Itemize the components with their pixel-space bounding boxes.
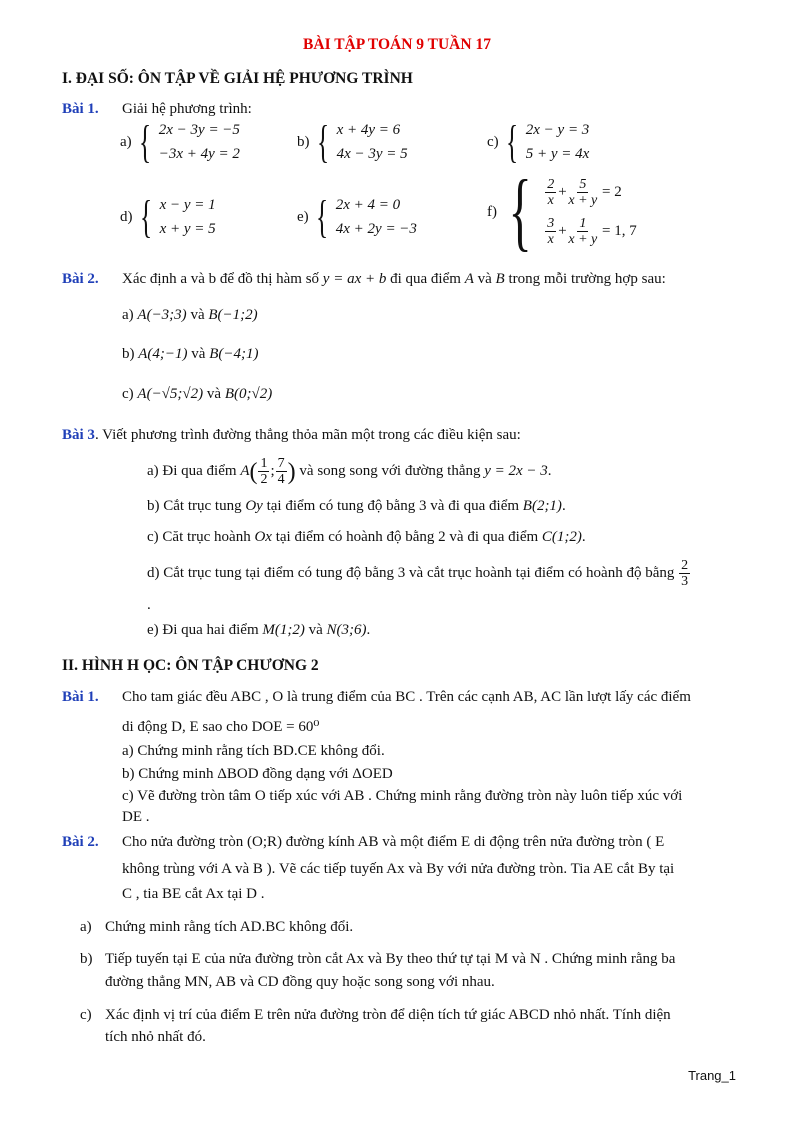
h2-line1: Cho nửa đường tròn (O;R) đường kính AB và một điểm E di động trên nửa đường tròn ( E — [122, 834, 665, 850]
b2-label: Bài 2. — [62, 271, 99, 287]
b3-a: a) Đi qua điểm A ( $\frac{1}{2}$ ; $\frac{7}{4}$ ) và song song với đường thẳng y = 2x − 3 . — [147, 456, 552, 487]
h1-c1: c) Vẽ đường tròn tâm O tiếp xúc với AB . Chứng minh rằng đường tròn này luôn tiếp xúc với — [122, 788, 683, 804]
b1-label: Bài 1. — [62, 101, 99, 117]
h2-line2: không trùng với A và B ). Vẽ các tiếp tuyến Ax và By với nửa đường tròn. Tia AE cắt By tại — [122, 861, 675, 877]
h2-b-label: b) — [80, 951, 93, 967]
h1-line2: di động D, E sao cho DOE = 60⁰ — [122, 719, 320, 735]
b3-d-dot: . — [147, 597, 151, 613]
system-b: b) { x + 4y = 6 4x − 3y = 5 — [297, 116, 408, 167]
b3-b: b) Cắt trục tung Oy tại điểm có tung độ bằng 3 và đi qua điểm B(2;1). — [147, 498, 566, 514]
h1-b: b) Chứng minh ΔBOD đồng dạng với ΔOED — [122, 766, 393, 782]
h2-c-label: c) — [80, 1007, 92, 1023]
system-c: c) { 2x − y = 3 5 + y = 4x — [487, 116, 590, 167]
h2-c2: tích nhỏ nhất đó. — [105, 1029, 206, 1045]
section-algebra-heading: I. ĐẠI SỐ: ÔN TẬP VỀ GIẢI HỆ PHƯƠNG TRÌNH — [62, 70, 413, 87]
b2-text: Xác định a và b để đồ thị hàm số y = ax + b đi qua điểm A và B trong mỗi trường hợp sau: — [122, 271, 666, 287]
h2-label: Bài 2. — [62, 834, 99, 850]
b3-e: e) Đi qua hai điểm M(1;2) và N(3;6). — [147, 622, 371, 638]
h2-b2: đường thẳng MN, AB và CD đồng quy hoặc song song với nhau. — [105, 974, 495, 990]
h2-a-label: a) — [80, 919, 92, 935]
section-geometry-heading: II. HÌNH H ỌC: ÔN TẬP CHƯƠNG 2 — [62, 657, 319, 674]
h1-c2: DE . — [122, 809, 150, 825]
h2-c1: Xác định vị trí của điểm E trên nửa đường tròn để diện tích tứ giác ABCD nhỏ nhất. Tính diện — [105, 1007, 671, 1023]
system-d: d) { x − y = 1 x + y = 5 — [120, 191, 216, 242]
h2-a: Chứng minh rằng tích AD.BC không đổi. — [105, 919, 354, 935]
h1-line1: Cho tam giác đều ABC , O là trung điểm của BC . Trên các cạnh AB, AC lần lượt lấy các điểm — [122, 689, 691, 705]
b2-case-a: a) A(−3;3) và B(−1;2) — [122, 307, 258, 323]
b1-text: Giải hệ phương trình: — [122, 101, 252, 117]
page-number: Trang_1 — [688, 1068, 736, 1083]
b2-case-b: b) A(4;−1) và B(−4;1) — [122, 346, 259, 362]
b2-case-c: c) A(−√5;√2) và B(0;√2) — [122, 386, 273, 402]
system-e: e) { 2x + 4 = 0 4x + 2y = −3 — [297, 191, 417, 242]
system-f: f) { $\frac{2}{x}$ + $\frac{5}{x + y}$ = 2 $\frac{3}{x}$ + $\frac{1}{x + y}$ = 1, 7 — [487, 163, 637, 260]
h1-label: Bài 1. — [62, 689, 99, 705]
h1-a: a) Chứng minh rằng tích BD.CE không đổi. — [122, 743, 385, 759]
b3-d: d) Cắt trục tung tại điểm có tung độ bằng 3 và cắt trục hoành tại điểm có hoành độ bằng $\frac{2}{3}$ — [147, 558, 689, 589]
b3-heading: Bài 3. Viết phương trình đường thẳng thỏa mãn một trong các điều kiện sau: — [62, 427, 521, 443]
system-a: a) { 2x − 3y = −5 −3x + 4y = 2 — [120, 116, 240, 167]
page-title: BÀI TẬP TOÁN 9 TUẦN 17 — [303, 36, 491, 53]
h2-b1: Tiếp tuyến tại E của nửa đường tròn cắt Ax và By theo thứ tự tại M và N . Chứng minh rằng ba — [105, 951, 676, 967]
b3-c: c) Căt trục hoành Ox tại điểm có hoành độ bằng 2 và đi qua điểm C(1;2). — [147, 529, 586, 545]
h2-line3: C , tia BE cắt Ax tại D . — [122, 886, 265, 902]
